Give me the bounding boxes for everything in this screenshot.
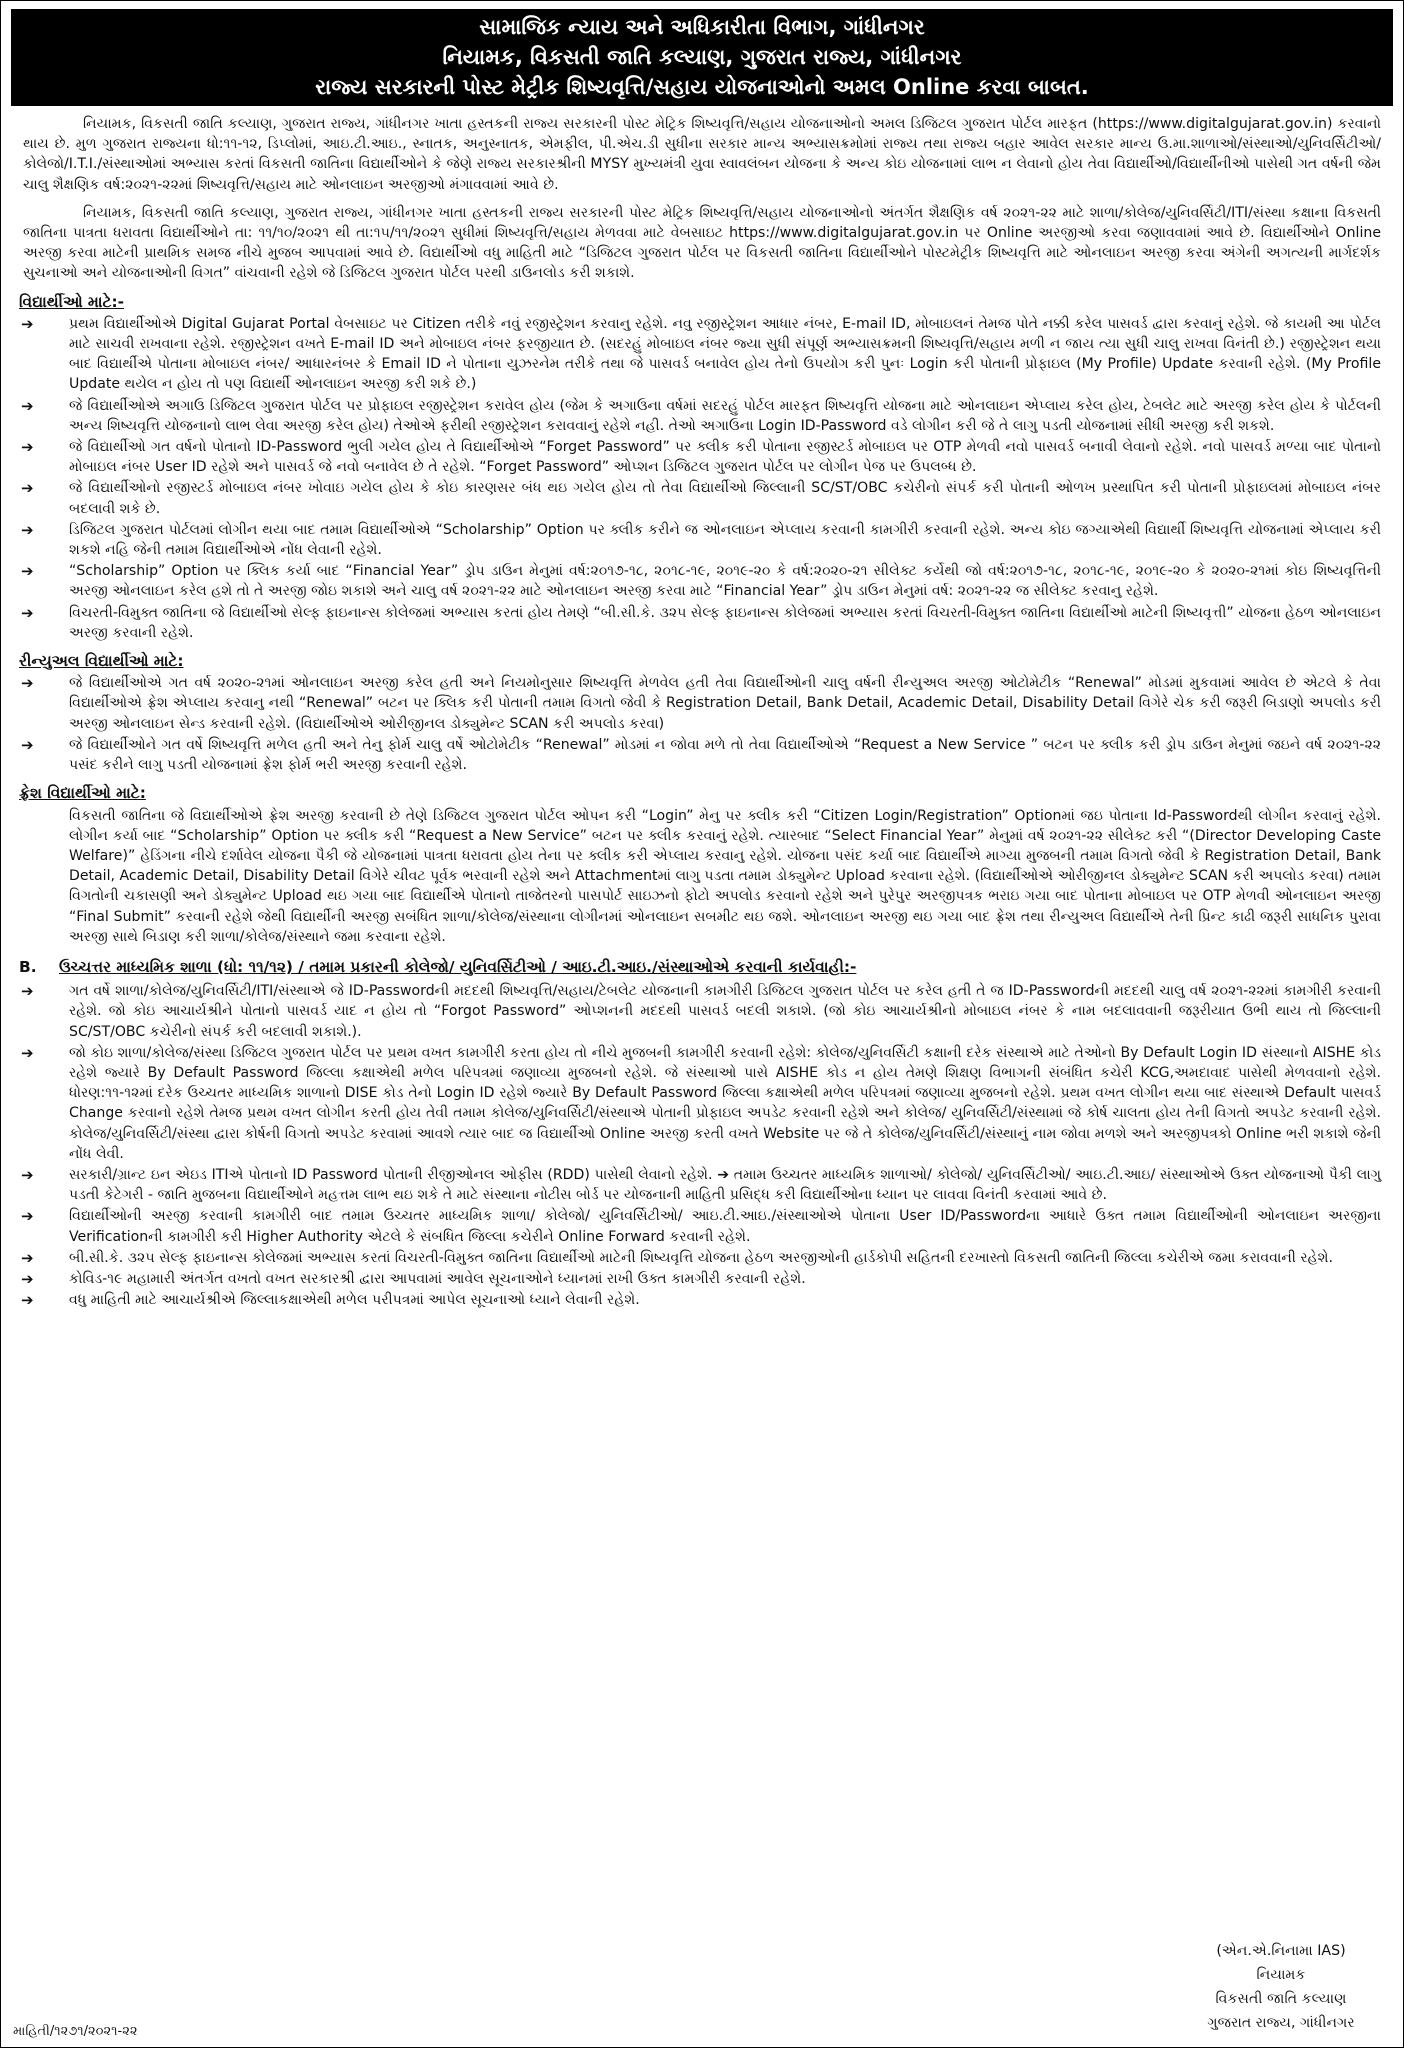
signatory-place: ગુજરાત રાજ્ય, ગાંધીનગર xyxy=(1207,2015,1355,2031)
arrow-icon: ➔ xyxy=(21,1043,34,1062)
arrow-icon: ➔ xyxy=(21,479,34,498)
list-item xyxy=(19,603,1381,643)
arrow-icon: ➔ xyxy=(21,603,34,622)
institutions-heading xyxy=(19,957,1395,977)
arrow-icon: ➔ xyxy=(21,1207,34,1226)
list-item xyxy=(19,1269,1381,1289)
arrow-icon: ➔ xyxy=(21,562,34,581)
section-letter: B. xyxy=(19,957,37,976)
arrow-icon: ➔ xyxy=(21,438,34,457)
institutions-heading-text: ઉચ્ચત્તર માધ્યમિક શાળા (ધો: ૧૧/૧૨) / તમામ પ્રકારની કોલેજો/ યુનિવર્સિટીઓ / આઇ.ટી.આઇ./સંસ્થાઓએ કરવાની કાર્યવાહી:- xyxy=(59,957,857,976)
list-item xyxy=(19,437,1381,477)
arrow-icon: ➔ xyxy=(21,1291,34,1310)
list-item-text: કોવિડ-૧૯ મહામારી અંતર્ગત વખતો વખત સરકારશ્રી દ્વારા આપવામાં આવેલ સૂચનાઓને ધ્યાનમાં રાખી ઉક્ત કામગીરી કરવાની રહેશે. xyxy=(69,1270,806,1287)
arrow-icon: ➔ xyxy=(21,314,34,333)
list-item xyxy=(19,314,1381,395)
list-item-text: જો કોઇ શાળા/કોલેજ/સંસ્થા ડિજિટલ ગુજરાત પોર્ટલ પર પ્રથમ વખત કામગીરી કરતા હોય તો નીચે મુજબની કામગીરી કરવાની રહેશે: કોલેજ/યુનિવર્સિટી કક્ષાની દરેક સંસ્થાએ માટે તેઓનો By Default Login ID સંસ્થાનો AISHE કોડ રહેશે જ્યારે By Default Password જિલ્લા કક્ષાએથી મળેલ પરિપત્રમાં જણાવ્યા મુજબનો રહેશે. જે સંસ્થાઓ પાસે AISHE કોડ ન હોય તેમણે શિક્ષણ વિભાગની સંબંધિત કચેરી KCG,અમદાવાદ પાસેથી મેળવવાનો રહેશે. ધોરણ:૧૧-૧૨માં દરેક ઉચ્ચતર માધ્યમિક શાળાનો DISE કોડ તેનો Login ID રહેશે જ્યારે By Default Password જિલ્લા કક્ષાએથી મળેલ પરિપત્રમાં જણાવ્યા મુજબનો રહેશે. પ્રથમ વખત લોગીન થયા બાદ સંસ્થાએ Default પાસવર્ડ Change કરવાનો રહેશે તેમજ પ્રથમ વખત લોગીન કરતી હોય તેવી તમામ કોલેજ/યુનિવર્સિટી/સંસ્થાએ પોતાની પ્રોફાઇલ અપડેટ કરવાની રહેશે અને કોલેજ/ યુનિવર્સિટી/સંસ્થામાં જે કોર્ષ ચાલતા હોય તેની વિગતો અપડેટ કરવાની રહેશે. કોલેજ/યુનિવર્સિટી/સંસ્થા દ્વારા કોર્ષની વિગતો અપડેટ કરવામાં આવશે ત્યાર બાદ જ વિદ્યાર્થીઓ Online અરજી કરતી વખતે Website પર જે તે કોલેજ/યુનિવર્સિટી/સંસ્થાનું નામ જોવા મળશે અને અરજીપત્રકો Online ભરી શકાશે જેની નોંધ લેવી. xyxy=(69,1044,1381,1162)
list-item xyxy=(19,673,1381,734)
list-item-text: જે વિદ્યાર્થીઓએ ગત વર્ષ ૨૦૨૦-૨૧માં ઓનલાઇન અરજી કરેલ હતી અને નિયમોનુસાર શિષ્યવૃત્તિ મેળવેલ હતી તેવા વિદ્યાર્થીઓની ચાલુ વર્ષની રીન્યુઅલ અરજી ઓટોમેટીક “Renewal” મોડમાં મુકવામાં આવેલ છે એટલે કે તેવા વિદ્યાર્થીઓએ ફ્રેશ એપ્લાય કરવાનુ નથી “Renewal” બટન પર ક્લિક કરી પોતાની તમામ વિગતો જેવી કે Registration Detail, Bank Detail, Academic Detail, Disability Detail વિગેરે ચેક કરી જરૂરી બિડાણો અપલોડ કરી અરજી ઓનલાઇન સેન્ડ કરવાની રહેશે. (વિદ્યાર્થીઓએ ઓરીજીનલ ડોક્યુમેન્ટ SCAN કરી અપલોડ કરવા) xyxy=(69,675,1381,732)
list-item-text: ગત વર્ષે શાળા/કોલેજ/યુનિવર્સિટી/ITI/સંસ્થાએ જે ID-Passwordની મદદથી શિષ્યવૃત્તિ/સહાય/ટેબલેટ યોજનાની કામગીરી ડિજિટલ ગુજરાત પોર્ટલ પર કરેલ હતી તે જ ID-Passwordની મદદથી ચાલુ વર્ષ ૨૦૨૧-૨૨માં કામગીરી કરવાની રહેશે. જો કોઇ આચાર્યશ્રીને પોતાનો પાસવર્ડ યાદ ન હોય તો “Forgot Password” ઓપ્શનની મદદથી પાસવર્ડ બદલી શકાશે. (જો કોઇ આચાર્યશ્રીનો મોબાઇલ નંબર કે નામ બદલાવવાની જરૂરીયાત ઉભી થાય તો જિલ્લાની SC/ST/OBC કચેરીનો સંપર્ક કરી બદલાવી શકાશે.). xyxy=(69,983,1381,1040)
arrow-icon: ➔ xyxy=(21,735,34,754)
list-item-text: પ્રથમ વિદ્યાર્થીઓએ Digital Gujarat Portal વેબસાઇટ પર Citizen તરીકે નવું રજીસ્ટ્રેશન કરવાનુ રહેશે. નવુ રજીસ્ટ્રેશન આધાર નંબર, E-mail ID, મોબાઇલનં તેમજ પોતે નક્કી કરેલ પાસવર્ડ દ્વારા કરવાનું રહેશે. જે કાયમી આ પોર્ટલ માટે સાચવી રાખવાના રહેશે. રજીસ્ટ્રેશન વખતે E-mail ID અને મોબાઇલ નંબર ફરજીયાત છે. (સદરહું મોબાઇલ નંબર જ્યા સુધી સંપૂર્ણ અભ્યાસક્રમની શિષ્યવૃત્તિ/સહાય મળી ન જાય ત્યા સુધી ચાલુ રાખવા વિનંતી છે.) રજીસ્ટ્રેશન થયા બાદ વિદ્યાર્થીએ પોતાના મોબાઇલ નંબર/ આધારનંબર કે Email ID ને પોતાના યુઝરનેમ તરીકે તથા જે પાસવર્ડ બનાવેલ હોય તેનો ઉપયોગ કરી પુનઃ Login કરી પોતાની પ્રોફાઇલ (My Profile) Update કરવાની રહેશે. (My Profile Update થયેલ ન હોય તો પણ વિદ્યાર્થી ઓનલાઇન અરજી કરી શકે છે.) xyxy=(69,315,1381,393)
institutions-list xyxy=(9,981,1395,1310)
notice-subject: રાજ્ય સરકારની પોસ્ટ મેટ્રીક શિષ્યવૃત્તિ/સહાય યોજનાઓનો અમલ Online કરવા બાબત. xyxy=(315,75,1089,99)
list-item xyxy=(19,520,1381,560)
notice-body xyxy=(9,114,1395,1310)
list-item-text: ડિજિટલ ગુજરાત પોર્ટલમાં લોગીન થયા બાદ તમામ વિદ્યાર્થીઓએ “Scholarship” Option પર ક્લીક કરીને જ ઓનલાઇન એપ્લાય કરવાની કામગીરી કરવાની રહેશે. અન્ય કોઇ જગ્યાએથી વિદ્યાર્થી શિષ્યવૃત્તિ યોજનામાં એપ્લાય કરી શકશે નહિ જેની તમામ વિદ્યાર્થીઓએ નોંધ લેવાની રહેશે. xyxy=(69,521,1381,559)
list-item-text: વિચરતી-વિમુક્ત જાતિના જે વિદ્યાર્થીઓ સેલ્ફ ફાઇનાન્સ કોલેજમાં અભ્યાસ કરતાં હોય તેમણે “બી.સી.કે. ૩૨૫ સેલ્ફ ફાઇનાન્સ કોલેજમાં અભ્યાસ કરતાં વિચરતી-વિમુક્ત જાતિના વિદ્યાર્થીઓ માટેની શિષ્યવૃત્તી” યોજના હેઠળ ઓનલાઇન અરજી કરવાની રહેશે. xyxy=(69,604,1381,641)
list-item-text: જે વિદ્યાર્થીઓ ગત વર્ષનો પોતાનો ID-Password ભુલી ગયેલ હોય તે વિદ્યાર્થીઓએ “Forget Password” પર ક્લીક કરી પોતાના રજીસ્ટર્ડ મોબાઇલ પર OTP મેળવી નવો પાસવર્ડ બનાવી લેવાનો રહેશે. નવો પાસવર્ડ મળ્યા બાદ પોતાનો મોબાઇલ નંબર User ID રહેશે અને પાસવર્ડ જે નવો બનાવેલ છે તે રહેશે. “Forget Password” ઓપ્શન ડિજિટલ ગુજરાત પોર્ટલ પર લોગીન પેજ પર ઉપલબ્ધ છે. xyxy=(69,439,1381,476)
list-item-text: જે વિદ્યાર્થીઓને ગત વર્ષે શિષ્યવૃત્તિ મળેલ હતી અને તેનુ ફોર્મ ચાલુ વર્ષે ઓટોમેટીક “Renewal” મોડમાં ન જોવા મળે તો તેવા વિદ્યાર્થીઓએ “Request a New Service ” બટન પર ક્લીક કરી ડ્રોપ ડાઉન મેનુમાં જઇને વર્ષ ૨૦૨૧-૨૨ પસંદ કરીને લાગુ પડતી યોજનામાં ફ્રેશ ફોર્મ ભરી અરજી કરવાની રહેશે. xyxy=(69,736,1381,774)
arrow-icon: ➔ xyxy=(21,1269,34,1288)
reference-number: માહિતી/૧૨૭૧/૨૦૨૧-૨૨ xyxy=(13,2024,138,2039)
list-item xyxy=(19,1290,1381,1310)
department-title: સામાજિક ન્યાય અને અધિકારીતા વિભાગ, ગાંધીનગર xyxy=(479,15,925,39)
list-item xyxy=(19,478,1381,518)
arrow-icon: ➔ xyxy=(21,982,34,1001)
intro-paragraph-2: નિયામક, વિકસતી જાતિ કલ્યાણ, ગુજરાત રાજ્ય, ગાંધીનગર ખાતા હસ્તકની રાજ્ય સરકારની પોસ્ટ મેટ્રિક શિષ્યવૃત્તિ/સહાય યોજનાઓનો અંતર્ગત શૈક્ષણિક વર્ષ ૨૦૨૧-૨૨ માટે શાળા/કોલેજ/યુનિવર્સિટી/ITI/સંસ્થા કક્ષાના વિકસતી જાતિના પાત્રતા ધરાવતા વિદ્યાર્થીઓને તા: ૧૧/૧૦/૨૦૨૧ થી તા:૧૫/૧૧/૨૦૨૧ સુધીમાં શિષ્યવૃત્તિ/સહાય મેળવવા માટે વેબસાઇટ https://www.digitalgujarat.gov.in પર Online અરજીઓ કરવા જણાવવામાં આવે છે. વિદ્યાર્થીઓને Online અરજી કરવા માટેની પ્રાથમિક સમજ નીચે મુજબ આપવામાં આવે છે. વિદ્યાર્થીઓ વધુ માહિતી માટે “ડિજિટલ ગુજરાત પોર્ટલ પર વિકસતી જાતિના વિદ્યાર્થીઓને પોસ્ટમેટ્રીક શિષ્યવૃત્તિ માટે ઓનલાઇન અરજી કરવા અંગેની અગત્યની માર્ગદર્શક સુચનાઓ અને યોજનાઓની વિગત” વાંચવાની રહેશે જે ડિજિટલ ગુજરાત પોર્ટલ પરથી ડાઉનલોડ કરી શકાશે. xyxy=(23,204,1381,282)
renewal-list xyxy=(9,673,1395,775)
arrow-icon: ➔ xyxy=(21,396,34,415)
list-item-text: વિદ્યાર્થીઓની અરજી કરવાની કામગીરી બાદ તમામ ઉચ્ચતર માધ્યમિક શાળા/ કોલેજો/ યુનિવર્સિટીઓ/ આઇ.ટી.આઇ./સંસ્થાઓએ પોતાના User ID/Passwordના આધારે ઉક્ત તમામ વિદ્યાર્થીઓની ઓનલાઇન અરજીના Verificationની કામગીરી કરી Higher Authority એટલે કે સંબધિત જિલ્લા કચેરીને Online Forward કરવાની રહેશે. xyxy=(69,1208,1381,1245)
list-item xyxy=(19,561,1381,601)
list-item xyxy=(19,1248,1381,1268)
title-banner xyxy=(11,9,1393,106)
list-item xyxy=(19,1206,1381,1246)
list-item-text: “Scholarship” Option પર ક્લિક કર્યા બાદ “Financial Year” ડ્રોપ ડાઉન મેનુમાં વર્ષ:૨૦૧૭-૧૮, ૨૦૧૮-૧૯, ૨૦૧૯-૨૦ કે વર્ષ:૨૦૨૦-૨૧ સીલેક્ટ કર્યેથી જો વર્ષ:૨૦૧૭-૧૮, ૨૦૧૮-૧૯, ૨૦૧૯-૨૦ કે ૨૦૨૦-૨૧માં કોઇ શિષ્યવૃત્તિની અરજી ઓનલાઇન કરેલ હશે તો તે અરજી જોઇ શકાશે અને ચાલુ વર્ષ ૨૦૨૧-૨૨ માટે ઓનલાઇન અરજી કરવા માટે “Financial Year” ડ્રોપ ડાઉન મેનુમાં વર્ષ: ૨૦૨૧-૨૨ જ સીલેક્ટ કરવાનુ રહેશે. xyxy=(69,563,1381,600)
fresh-paragraph: વિકસતી જાતિના જે વિદ્યાર્થીઓએ ફ્રેશ અરજી કરવાની છે તેણે ડિજિટલ ગુજરાત પોર્ટલ ઓપન કરી “Login” મેનુ પર ક્લીક કરી “Citizen Login/Registration” Optionમાં જઇ પોતાના Id-Passwordથી લોગીન કરવાનું રહેશે. લોગીન કર્યા બાદ “Scholarship” Option પર ક્લીક કરી “Request a New Service” બટન પર ક્લીક કરવાનું રહેશે. ત્યારબાદ “Select Financial Year” મેનુમાં વર્ષ ૨૦૨૧-૨૨ સીલેક્ટ કરી “(Director Developing Caste Welfare)” હેડિંગના નીચે દર્શાવેલ યોજના પૈકી જે યોજનામાં પાત્રતા ધરાવતા હોય તેના પર ક્લીક કરી એપ્લાય કરવાનુ રહેશે. યોજના પસંદ કર્યા બાદ વિદ્યાર્થીએ માગ્યા મુજબની તમામ વિગતો જેવી કે Registration Detail, Bank Detail, Academic Detail, Disability Detail વિગેરે ચીવટ પૂર્વક ભરવાની રહેશે અને Attachmentમાં લાગુ પડતા તમામ ડોક્યુમેન્ટ Upload કરવાના રહેશે. (વિદ્યાર્થીઓએ ઓરીજીનલ ડોક્યુમેન્ટ SCAN કરી અપલોડ કરવા) તમામ વિગતોની ચકાસણી અને ડોક્યુમેન્ટ Upload થઇ ગયા બાદ વિદ્યાર્થીએ પોતાનો તાજેતરનો પાસપોર્ટ સાઇઝનો ફોટો અપલોડ કરવાનો રહેશે અને પુરેપુર અરજીપત્રક ભરાઇ ગયા બાદ પોતાના મોબાઇલ પર OTP મેળવી ઓનલાઇન અરજી “Final Submit” કરવાની રહેશે જેથી વિદ્યાર્થીની અરજી સબંધિત શાળા/કોલેજ/સંસ્થાના લોગીનમાં ઓનલાઇન સબમીટ થઇ જશે. ઓનલાઇન અરજી થઇ ગયા બાદ ફ્રેશ તથા રીન્યુઅલ વિદ્યાર્થીએ તેની પ્રિન્ટ કાઢી જરૂરી સાધનિક પુરાવા અરજી સાથે બિડાણ કરી શાળા/કોલેજ/સંસ્થાને જમા કરવાના રહેશે. xyxy=(69,807,1381,945)
signatory-name: (એન.એ.નિનામા IAS) xyxy=(1216,1943,1346,1959)
director-title: નિયામક, વિકસતી જાતિ કલ્યાણ, ગુજરાત રાજ્ય, ગાંધીનગર xyxy=(442,45,962,69)
list-item xyxy=(19,735,1381,775)
arrow-icon: ➔ xyxy=(21,520,34,539)
list-item xyxy=(19,1165,1381,1205)
arrow-icon: ➔ xyxy=(21,674,34,693)
notice-footer xyxy=(11,1939,1393,2039)
list-item-text: જે વિદ્યાર્થીઓએ અગાઉ ડિજિટલ ગુજરાત પોર્ટલ પર પ્રોફાઇલ રજીસ્ટ્રેશન કરાવેલ હોય (જેમ કે અગાઉના વર્ષમાં સદરહું પોર્ટલ મારફત શિષ્યવૃત્તિ યોજના માટે ઓનલાઇન એપ્લાય કરેલ હોય, ટેબલેટ માટે અરજી કરેલ હોય કે પોર્ટલની અન્ય શિષ્યવૃત્તિ યોજનાનો લાભ લેવા અરજી કરેલ હોય) તેઓએ ફરીથી રજીસ્ટ્રેશન કરાવવાનું રહેશે નહી. તેઓ અગાઉના Login ID-Password વડે લોગીન કરી જે તે લાગુ પડતી યોજનામાં સીધી અરજી કરી શકશે. xyxy=(69,397,1381,434)
signatory-designation: નિયામક xyxy=(1256,1967,1306,1983)
list-item xyxy=(19,1043,1381,1164)
list-item xyxy=(19,981,1381,1042)
list-item-text: બી.સી.કે. ૩૨૫ સેલ્ફ ફાઇનાન્સ કોલેજમાં અભ્યાસ કરતાં વિચરતી-વિમુક્ત જાતિના વિદ્યાર્થીઓ માટેની શિષ્યવૃત્તિ યોજના હેઠળ અરજીઓની હાર્ડકોપી સહિતની દરખાસ્તો વિકસતી જાતિની જિલ્લા કચેરીએ જમા કરાવવાની રહેશે. xyxy=(69,1249,1333,1266)
list-item-text: જે વિદ્યાર્થીઓનો રજીસ્ટર્ડ મોબાઇલ નંબર ખોવાઇ ગયેલ હોય કે કોઇ કારણસર બંધ થઇ ગયેલ હોય તો તેવા વિદ્યાર્થીઓ જિલ્લાની SC/ST/OBC કચેરીનો સંપર્ક કરી પોતાની ઓળખ પ્રસ્થાપિત કરી પોતાની પ્રોફાઇલમાં મોબાઇલ નંબર બદલાવી શકે છે. xyxy=(69,480,1381,517)
list-item-text: વધુ માહિતી માટે આચાર્યશ્રીએ જિલ્લાકક્ષાએથી મળેલ પરીપત્રમાં આપેલ સૂચનાઓ ધ્યાને લેવાની રહેશે. xyxy=(69,1292,640,1309)
fresh-heading: ફ્રેશ વિદ્યાર્થીઓ માટે: xyxy=(19,784,146,803)
arrow-icon: ➔ xyxy=(21,1165,34,1184)
list-item-text: સરકારી/ગ્રાન્ટ ઇન એઇડ ITIએ પોતાનો ID Password પોતાની રીજીઓનલ ઓફીસ (RDD) પાસેથી લેવાનો રહેશે. ➔ તમામ ઉચ્ચતર માધ્યમિક શાળાઓ/ કોલેજો/ યુનિવર્સિટીઓ/ આઇ.ટી.આઇ/ સંસ્થાઓએ ઉક્ત યોજનાઓ પૈકી લાગુ પડતી કેટેગરી - જાતિ મુજબના વિદ્યાર્થીઓને મહત્તમ લાભ થઇ શકે તે માટે સંસ્થાના નોટીસ બોર્ડ પર યોજનાની માહિતી પ્રસિદ્ધ કરી વિદ્યાર્થીઓના ધ્યાન પર લાવવા વિનંતી કરવામાં આવે છે. xyxy=(69,1166,1381,1204)
renewal-heading: રીન્યુઅલ વિદ્યાર્થીઓ માટે: xyxy=(19,652,184,671)
signatory-office: વિકસતી જાતિ કલ્યાણ xyxy=(1215,1991,1347,2007)
list-item xyxy=(19,396,1381,436)
students-heading: વિદ્યાર્થીઓ માટે:- xyxy=(19,292,125,311)
arrow-icon: ➔ xyxy=(21,1248,34,1267)
signature-block xyxy=(1181,1939,1381,2035)
intro-paragraph-1: નિયામક, વિકસતી જાતિ કલ્યાણ, ગુજરાત રાજ્ય, ગાંધીનગર ખાતા હસ્તકની રાજ્ય સરકારની પોસ્ટ મેટ્રિક શિષ્યવૃત્તિ/સહાય યોજનાઓનો અમલ ડિજિટલ ગુજરાત પોર્ટલ મારફત (https://www.digitalgujarat.gov.in) કરવાનો થાય છે. મુળ ગુજરાત રાજ્યના ધો:૧૧-૧૨, ડિપ્લોમાં, આઇ.ટી.આઇ., સ્નાતક, અનુસ્નાતક, એમફીલ, પી.એચ.ડી સુધીના સરકાર માન્ય અભ્યાસક્રમોમાં રાજ્ય તથા રાજ્ય બહાર આવેલ સરકાર માન્ય ઉ.મા.શાળાઓ/સંસ્થાઓ/યુનિવર્સિટીઓ/કોલેજો/I.T.I./સંસ્થાઓમાં અભ્યાસ કરતાં વિકસતી જાતિના વિદ્યાર્થીઓને કે જેણે રાજ્ય સરકારશ્રીની MYSY મુખ્યમંત્રી યુવા સ્વાવલંબન યોજના કે અન્ય કોઇ યોજનામાં લાભ ન લેવાનો હોય તેવા વિદ્યાર્થીઓ/વિદ્યાર્થીનીઓ પાસેથી ગત વર્ષની જેમ ચાલુ શૈક્ષણિક વર્ષ:૨૦૨૧-૨૨માં શિષ્યવૃત્તિ/સહાય માટે ઓનલાઇન અરજીઓ મંગાવવામાં આવે છે. xyxy=(23,116,1381,193)
students-list xyxy=(9,314,1395,643)
